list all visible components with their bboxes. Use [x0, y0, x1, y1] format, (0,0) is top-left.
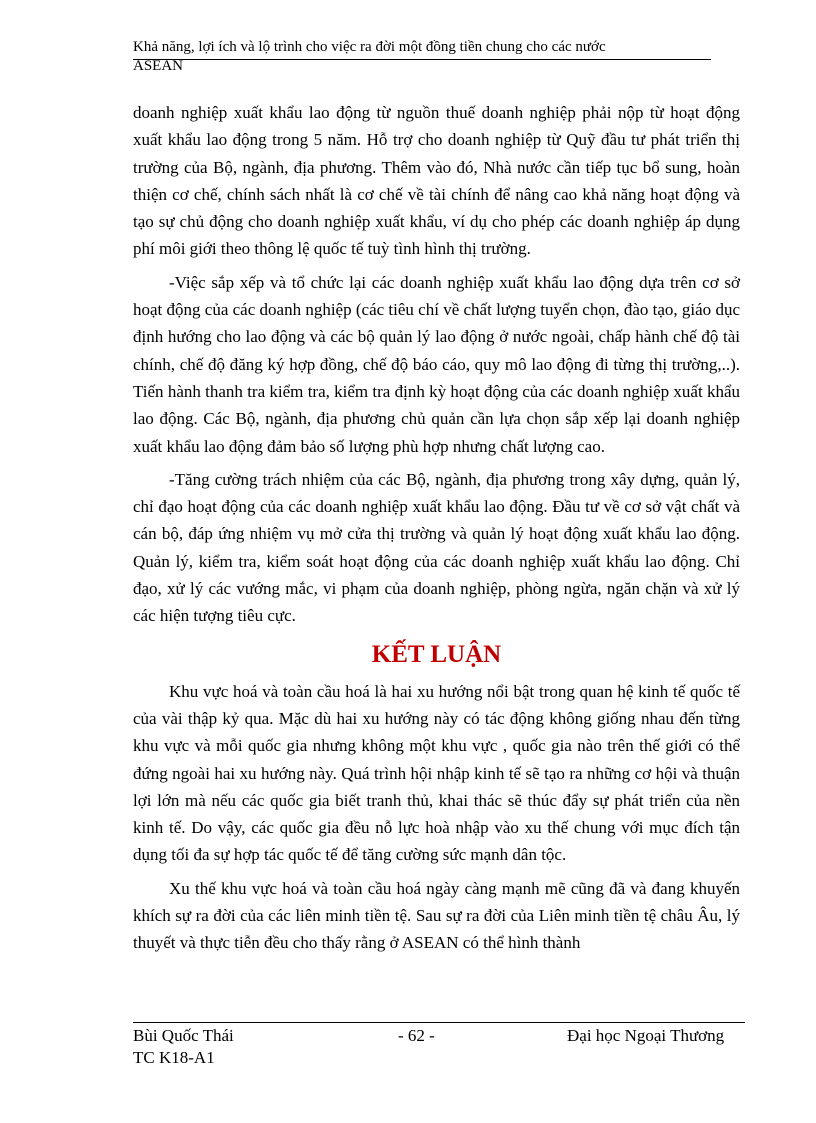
footer-author-block: [133, 1025, 234, 1069]
section-heading: KẾT LUẬN: [371, 640, 502, 668]
page-header: [133, 38, 711, 76]
footer-school: Đại học Ngoại Thương: [567, 1026, 725, 1045]
header-title-line1: Khả năng, lợi ích và lộ trình cho việc ra đời một đồng tiền chung cho các nước: [133, 39, 606, 55]
header-rule: [133, 59, 711, 60]
footer-rule: [133, 1022, 745, 1023]
paragraph-reorganize-enterprises: -Việc sắp xếp và tổ chức lại các doanh nghiệp xuất khẩu lao động dựa trên cơ sở hoạt động của các doanh nghiệp (các tiêu chí về chất lượng tuyển chọn, đào tạo, giáo dục định hướng cho lao động và các bộ quản lý lao động ở nước ngoài, chấp hành chế độ tài chính, chế độ đăng ký hợp đồng, chế độ báo cáo, quy mô lao động đi từng thị trường,..). Tiến hành thanh tra kiểm tra, kiểm tra định kỳ hoạt động của các doanh nghiệp xuất khẩu lao động. Các Bộ, ngành, địa phương chủ quản cần lựa chọn sắp xếp lại doanh nghiệp xuất khẩu lao động đảm bảo số lượng phù hợp nhưng chất lượng cao.: [133, 272, 740, 456]
conclusion-paragraph-1: Khu vực hoá và toàn cầu hoá là hai xu hướng nổi bật trong quan hệ kinh tế quốc tế của vài thập kỷ qua. Mặc dù hai xu hướng này có tác động không giống nhau đến từng khu vực và mỗi quốc gia nhưng không một khu vực , quốc gia nào trên thế giới có thể đứng ngoài hai xu hướng này. Quá trình hội nhập kinh tế sẽ tạo ra những cơ hội và thuận lợi lớn mà nếu các quốc gia biết tranh thủ, khai thác sẽ thúc đẩy sự phát triển của nền kinh tế. Do vậy, các quốc gia đều nỗ lực hoà nhập vào xu thế chung với mục đích tận dụng tối đa sự hợp tác quốc tế để tăng cường sức mạnh dân tộc.: [133, 681, 740, 865]
header-title-line2: ASEAN: [133, 58, 184, 74]
footer-author: Bùi Quốc Thái: [133, 1026, 234, 1045]
footer-class: TC K18-A1: [133, 1048, 215, 1067]
paragraph-continued: doanh nghiệp xuất khẩu lao động từ nguồn thuế doanh nghiệp phải nộp từ hoạt động xuất khẩu lao động trong 5 năm. Hỗ trợ cho doanh nghiệp từ Quỹ đầu tư phát triển thị trường của Bộ, ngành, địa phương. Thêm vào đó, Nhà nước cần tiếp tục bổ sung, hoàn thiện cơ chế, chính sách nhất là cơ chế về tài chính để nâng cao khả năng hoạt động và tạo sự chủ động cho doanh nghiệp xuất khẩu, ví dụ cho phép các doanh nghiệp áp dụng phí môi giới theo thông lệ quốc tế tuỳ tình hình thị trường.: [133, 103, 740, 259]
conclusion-paragraph-2: Xu thế khu vực hoá và toàn cầu hoá ngày càng mạnh mẽ cũng đã và đang khuyến khích sự ra đời của các liên minh tiền tệ. Sau sự ra đời của Liên minh tiền tệ châu Âu, lý thuyết và thực tiễn đều cho thấy rằng ở ASEAN có thể hình thành: [133, 878, 740, 953]
page-body: [133, 99, 740, 963]
paragraph-strengthen-responsibility: -Tăng cường trách nhiệm của các Bộ, ngành, địa phương trong xây dựng, quản lý, chỉ đạo hoạt động của các doanh nghiệp xuất khẩu lao động. Đầu tư về cơ sở vật chất và cán bộ, đáp ứng nhiệm vụ mở cửa thị trường và quản lý hoạt động xuất khẩu lao động. Quản lý, kiểm tra, kiểm soát hoạt động của các doanh nghiệp xuất khẩu lao động. Chỉ đạo, xử lý các vướng mắc, vi phạm của doanh nghiệp, phòng ngừa, ngăn chặn và xử lý các hiện tượng tiêu cực.: [133, 469, 740, 626]
page-number: - 62 -: [398, 1026, 435, 1045]
